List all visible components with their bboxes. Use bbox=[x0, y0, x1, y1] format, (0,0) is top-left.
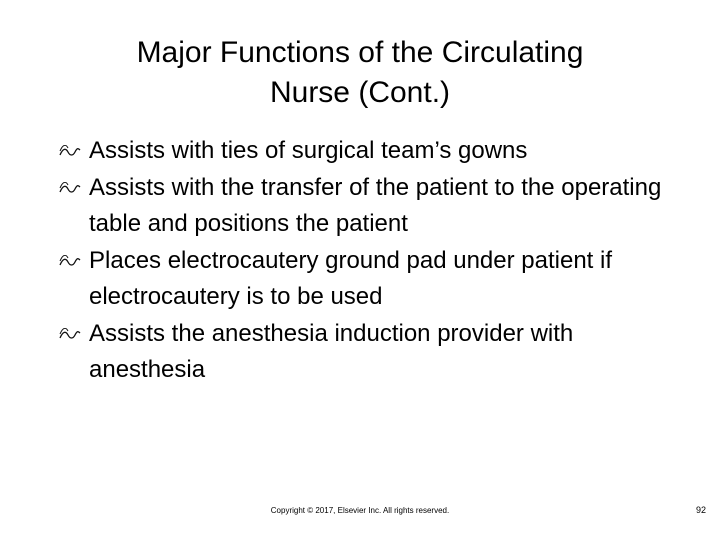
slide-title bbox=[60, 33, 660, 113]
slide-title-line-1: Major Functions of the Circulating bbox=[136, 36, 584, 69]
bullet-text: Places electrocautery ground pad under patient if electrocautery is to be used bbox=[89, 246, 612, 310]
slide-title-line-2: Nurse (Cont.) bbox=[269, 76, 451, 109]
wave-bullet-icon bbox=[58, 255, 82, 269]
footer-copyright: Copyright © 2017, Elsevier Inc. All rights reserved. bbox=[270, 506, 450, 515]
bullet-item bbox=[58, 170, 678, 243]
wave-bullet-icon bbox=[58, 328, 82, 342]
wave-bullet-icon bbox=[58, 182, 82, 196]
wave-bullet-icon bbox=[58, 145, 82, 159]
bullet-text: Assists the anesthesia induction provider with anesthesia bbox=[89, 319, 574, 383]
bullet-list bbox=[58, 133, 678, 389]
bullet-text: Assists with ties of surgical team’s gowns bbox=[89, 137, 528, 164]
bullet-item bbox=[58, 243, 678, 316]
bullet-item bbox=[58, 133, 678, 170]
bullet-text: Assists with the transfer of the patient to the operating table and positions the patient bbox=[89, 173, 662, 237]
page-number: 92 bbox=[695, 505, 706, 515]
bullet-item bbox=[58, 316, 678, 389]
